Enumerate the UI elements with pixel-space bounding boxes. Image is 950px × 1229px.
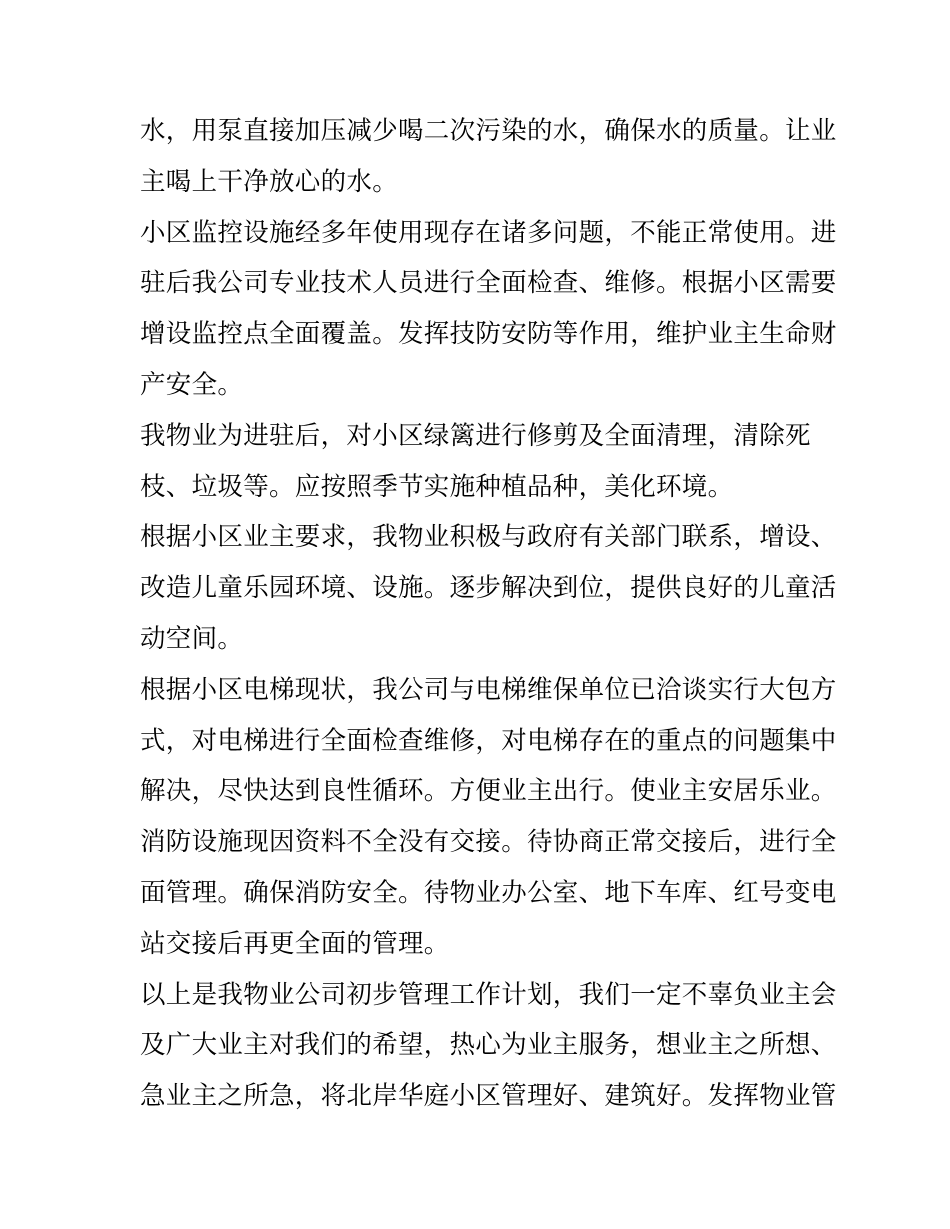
text-line: 以上是我物业公司初步管理工作计划，我们一定不辜负业主会 [140,979,837,1010]
text-line: 式，对电梯进行全面检查维修，对电梯存在的重点的问题集中 [140,725,837,756]
text-line: 增设监控点全面覆盖。发挥技防安防等作用，维护业主生命财 [140,319,837,350]
text-line: 面管理。确保消防安全。待物业办公室、地下车库、红号变电 [140,877,837,908]
text-line: 根据小区电梯现状，我公司与电梯维保单位已洽谈实行大包方 [140,674,837,705]
text-line: 解决，尽快达到良性循环。方便业主出行。使业主安居乐业。 [140,776,837,807]
text-line: 驻后我公司专业技术人员进行全面检查、维修。根据小区需要 [140,268,837,299]
text-line: 主喝上干净放心的水。 [140,166,399,197]
text-line: 及广大业主对我们的希望，热心为业主服务，想业主之所想、 [140,1030,837,1061]
body-text [140,106,837,1122]
text-line: 根据小区业主要求，我物业积极与政府有关部门联系，增设、 [140,522,837,553]
text-line: 枝、垃圾等。应按照季节实施种植品种，美化环境。 [140,471,734,502]
text-line: 站交接后再更全面的管理。 [140,928,450,959]
text-line: 动空间。 [140,623,244,654]
text-line: 我物业为进驻后，对小区绿篱进行修剪及全面清理，清除死 [140,420,811,451]
text-line: 水，用泵直接加压减少喝二次污染的水，确保水的质量。让业 [140,116,837,146]
text-line: 改造儿童乐园环境、设施。逐步解决到位，提供良好的儿童活 [140,573,837,604]
text-line: 产安全。 [140,369,244,400]
text-line: 小区监控设施经多年使用现存在诸多问题，不能正常使用。进 [140,217,837,248]
text-line: 急业主之所急，将北岸华庭小区管理好、建筑好。发挥物业管 [140,1081,837,1112]
text-line: 消防设施现因资料不全没有交接。待协商正常交接后，进行全 [140,827,837,858]
